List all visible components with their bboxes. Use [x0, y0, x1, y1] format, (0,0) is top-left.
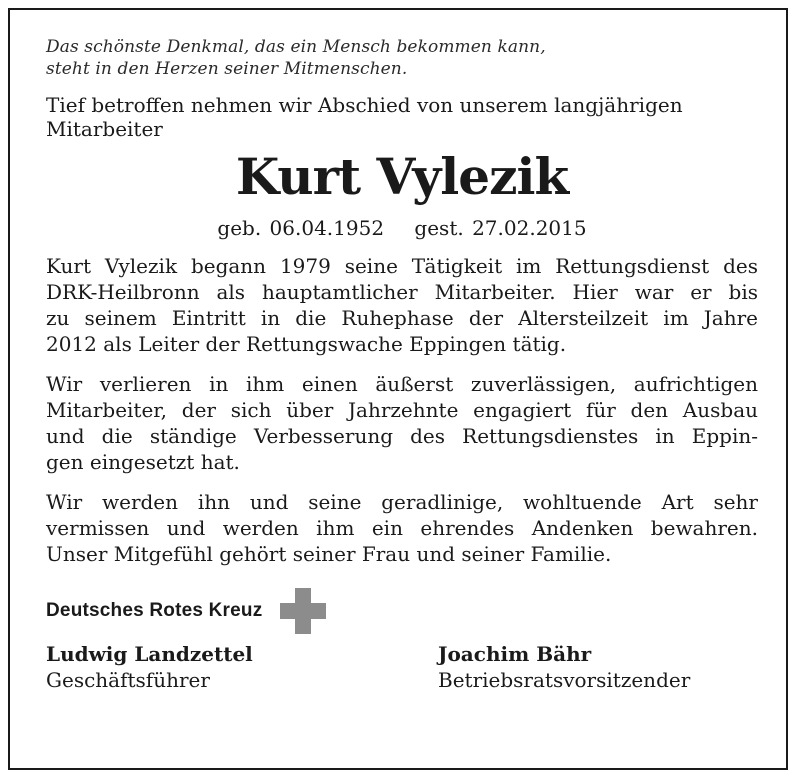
text-line: vermissen und werden ihm ein ehrendes Andenken bewahren.	[46, 516, 758, 540]
text-line: und die ständige Verbesserung des Rettungsdienstes in Eppin-	[46, 424, 758, 448]
motto-line: steht in den Herzen seiner Mitmenschen.	[46, 59, 408, 79]
text-line: zu seinem Eintritt in die Ruhephase der Altersteilzeit im Jahre	[46, 306, 758, 330]
life-dates	[46, 215, 758, 241]
birth-date: geb. 06.04.1952	[217, 216, 385, 240]
signers	[46, 641, 758, 693]
intro-line: Tief betroffen nehmen wir Abschied von unserem langjährigen	[46, 93, 683, 117]
deceased-name: Kurt Vylezik	[235, 147, 569, 206]
obituary-frame	[8, 8, 788, 770]
text-line: Kurt Vylezik begann 1979 seine Tätigkeit im Rettungsdienst des	[46, 254, 758, 278]
red-cross-logo-icon	[280, 588, 326, 634]
signer-left	[46, 641, 438, 693]
signer-role: Geschäftsführer	[46, 668, 210, 692]
text-line: Wir verlieren in ihm einen äußerst zuverlässigen, aufrichtigen	[46, 372, 758, 396]
intro-text	[46, 93, 758, 141]
text-line: gen eingesetzt hat.	[46, 450, 240, 474]
text-line: Unser Mitgefühl gehört seiner Frau und seiner Familie.	[46, 542, 612, 566]
obituary-content	[46, 36, 758, 693]
death-date: gest. 27.02.2015	[414, 216, 587, 240]
paragraph-tribute	[46, 371, 758, 475]
text-line: DRK-Heilbronn als hauptamtlicher Mitarbeiter. Hier war er bis	[46, 280, 758, 304]
paragraph-condolence	[46, 489, 758, 567]
cross-horizontal-bar	[280, 603, 326, 619]
text-line: Mitarbeiter, der sich über Jahrzehnte engagiert für den Ausbau	[46, 398, 758, 422]
text-line: Wir werden ihn und seine geradlinige, wohltuende Art sehr	[46, 490, 758, 514]
signer-name: Ludwig Landzettel	[46, 642, 253, 666]
signer-name: Joachim Bähr	[438, 642, 592, 666]
signer-right	[438, 641, 758, 693]
motto-quote	[46, 36, 758, 80]
organization-row	[46, 585, 758, 637]
text-line: 2012 als Leiter der Rettungswache Eppingen tätig.	[46, 332, 567, 356]
signer-role: Betriebsratsvorsitzender	[438, 668, 691, 692]
organization-name: Deutsches Rotes Kreuz	[46, 600, 263, 621]
paragraph-career	[46, 253, 758, 357]
intro-line: Mitarbeiter	[46, 117, 163, 141]
motto-line: Das schönste Denkmal, das ein Mensch bekommen kann,	[46, 37, 546, 57]
